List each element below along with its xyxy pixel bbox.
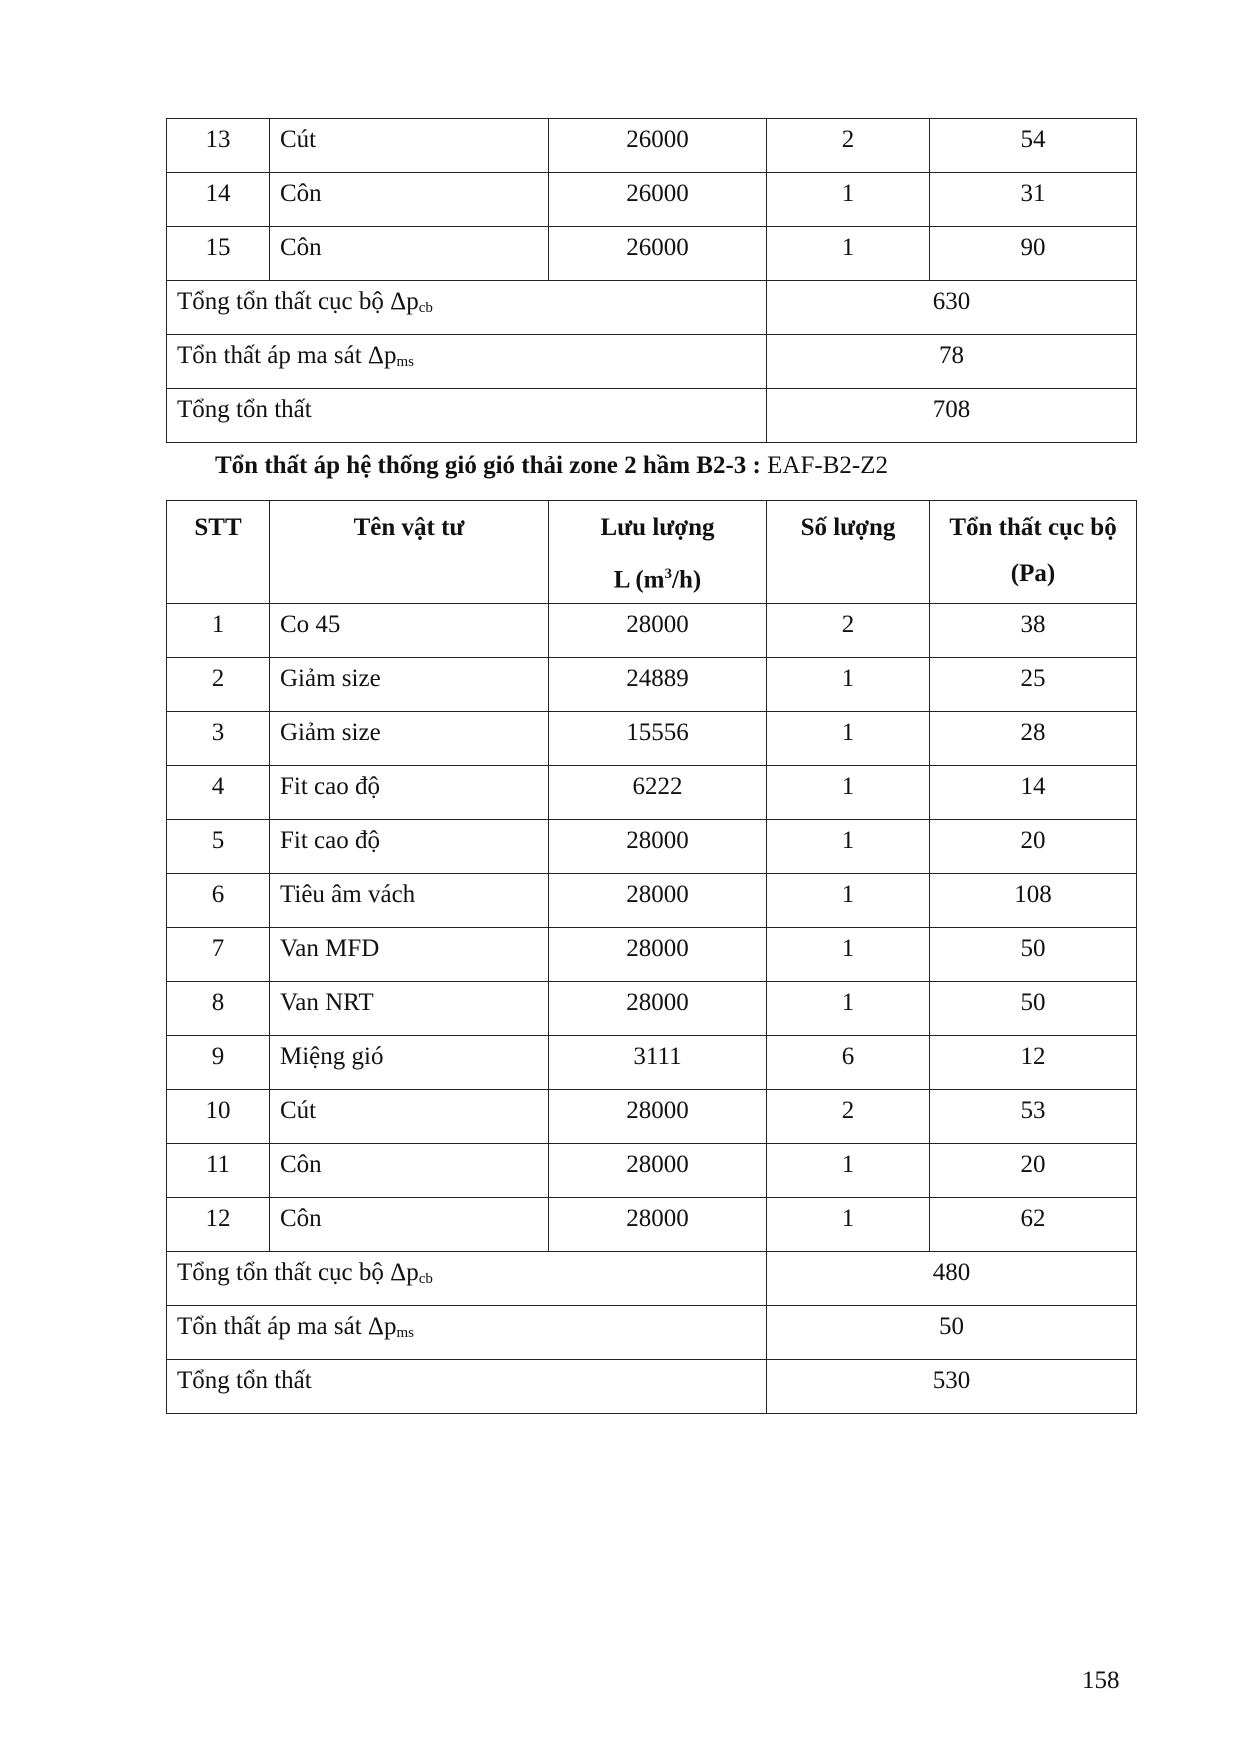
table-row [167, 766, 1137, 820]
loss-table-continued [166, 118, 1137, 443]
flow-cell: 28000 [549, 604, 767, 658]
item-name-cell: Côn [270, 1198, 549, 1252]
table-row [167, 1144, 1137, 1198]
loss-cell: 50 [930, 982, 1137, 1036]
loss-cell: 20 [930, 820, 1137, 874]
table-header-row [167, 501, 1137, 604]
item-name-cell: Van NRT [270, 982, 549, 1036]
stt-cell: 3 [167, 712, 270, 766]
table-row [167, 874, 1137, 928]
summary-value: 78 [767, 335, 1137, 389]
summary-label: Tổn thất áp ma sát $\Delta p_{ms}$ [167, 1306, 767, 1360]
flow-cell: 28000 [549, 820, 767, 874]
quantity-cell: 1 [767, 712, 930, 766]
flow-cell: 28000 [549, 1198, 767, 1252]
flow-cell: 26000 [549, 227, 767, 281]
item-name-cell: Miệng gió [270, 1036, 549, 1090]
loss-cell: 38 [930, 604, 1137, 658]
loss-cell: 31 [930, 173, 1137, 227]
summary-row-total-loss [167, 1360, 1137, 1414]
loss-cell: 53 [930, 1090, 1137, 1144]
flow-cell: 28000 [549, 982, 767, 1036]
header-quantity: Số lượng [767, 501, 930, 604]
summary-row-friction-loss [167, 335, 1137, 389]
item-name-cell: Côn [270, 173, 549, 227]
loss-cell: 20 [930, 1144, 1137, 1198]
summary-label: Tổng tổn thất cục bộ $\Delta p_{cb}$ [167, 1252, 767, 1306]
table-row [167, 1198, 1137, 1252]
quantity-cell: 1 [767, 658, 930, 712]
item-name-cell: Giảm size [270, 712, 549, 766]
summary-value: 530 [767, 1360, 1137, 1414]
flow-cell: 24889 [549, 658, 767, 712]
stt-cell: 12 [167, 1198, 270, 1252]
summary-label: Tổng tổn thất [167, 389, 767, 443]
summary-label: Tổng tổn thất cục bộ $\Delta p_{cb}$ [167, 281, 767, 335]
stt-cell: 8 [167, 982, 270, 1036]
summary-row-local-loss [167, 1252, 1137, 1306]
stt-cell: 11 [167, 1144, 270, 1198]
header-flow: Lưu lượng L $(m^3/h)$ [549, 501, 767, 604]
summary-row-friction-loss [167, 1306, 1137, 1360]
loss-cell: 62 [930, 1198, 1137, 1252]
flow-cell: 26000 [549, 119, 767, 173]
quantity-cell: 1 [767, 928, 930, 982]
item-name-cell: Cút [270, 1090, 549, 1144]
flow-cell: 6222 [549, 766, 767, 820]
header-item-name: Tên vật tư [270, 501, 549, 604]
table-row [167, 173, 1137, 227]
section-caption [215, 452, 888, 480]
stt-cell: 1 [167, 604, 270, 658]
flow-cell: 28000 [549, 928, 767, 982]
quantity-cell: 2 [767, 119, 930, 173]
table-row [167, 712, 1137, 766]
summary-label: Tổn thất áp ma sát $\Delta p_{ms}$ [167, 335, 767, 389]
flow-cell: 28000 [549, 1090, 767, 1144]
item-name-cell: Giảm size [270, 658, 549, 712]
flow-cell: 3111 [549, 1036, 767, 1090]
table-row [167, 1036, 1137, 1090]
quantity-cell: 1 [767, 874, 930, 928]
table-row [167, 604, 1137, 658]
stt-cell: 9 [167, 1036, 270, 1090]
header-stt: STT [167, 501, 270, 604]
loss-table-eaf-b2-z2 [166, 500, 1137, 1414]
item-name-cell: Van MFD [270, 928, 549, 982]
quantity-cell: 1 [767, 227, 930, 281]
stt-cell: 2 [167, 658, 270, 712]
stt-cell: 7 [167, 928, 270, 982]
item-name-cell: Co 45 [270, 604, 549, 658]
summary-value: 50 [767, 1306, 1137, 1360]
loss-cell: 90 [930, 227, 1137, 281]
item-name-cell: Fit cao độ [270, 766, 549, 820]
item-name-cell: Côn [270, 1144, 549, 1198]
quantity-cell: 2 [767, 1090, 930, 1144]
table-row [167, 658, 1137, 712]
summary-value: 630 [767, 281, 1137, 335]
stt-cell: 10 [167, 1090, 270, 1144]
stt-cell: 5 [167, 820, 270, 874]
summary-value: 708 [767, 389, 1137, 443]
stt-cell: 4 [167, 766, 270, 820]
quantity-cell: 1 [767, 1144, 930, 1198]
loss-cell: 14 [930, 766, 1137, 820]
item-name-cell: Côn [270, 227, 549, 281]
quantity-cell: 6 [767, 1036, 930, 1090]
item-name-cell: Tiêu âm vách [270, 874, 549, 928]
stt-cell: 6 [167, 874, 270, 928]
summary-row-total-loss [167, 389, 1137, 443]
quantity-cell: 1 [767, 982, 930, 1036]
loss-cell: 108 [930, 874, 1137, 928]
item-name-cell: Cút [270, 119, 549, 173]
caption-bold: Tổn thất áp hệ thống gió gió thải zone 2 hầm B2-3 : [215, 452, 761, 479]
loss-cell: 25 [930, 658, 1137, 712]
stt-cell: 14 [167, 173, 270, 227]
stt-cell: 15 [167, 227, 270, 281]
item-name-cell: Fit cao độ [270, 820, 549, 874]
loss-cell: 50 [930, 928, 1137, 982]
loss-cell: 28 [930, 712, 1137, 766]
summary-label: Tổng tổn thất [167, 1360, 767, 1414]
table-row [167, 227, 1137, 281]
caption-code: EAF-B2-Z2 [760, 452, 888, 479]
flow-cell: 28000 [549, 874, 767, 928]
quantity-cell: 1 [767, 766, 930, 820]
table-row [167, 928, 1137, 982]
table-row [167, 1090, 1137, 1144]
flow-cell: 28000 [549, 1144, 767, 1198]
header-local-loss: Tổn thất cục bộ (Pa) [930, 501, 1137, 604]
loss-cell: 54 [930, 119, 1137, 173]
quantity-cell: 1 [767, 820, 930, 874]
page-number: 158 [1082, 1667, 1120, 1694]
flow-cell: 15556 [549, 712, 767, 766]
quantity-cell: 1 [767, 173, 930, 227]
table-row [167, 119, 1137, 173]
summary-row-local-loss [167, 281, 1137, 335]
table-row [167, 820, 1137, 874]
flow-cell: 26000 [549, 173, 767, 227]
summary-value: 480 [767, 1252, 1137, 1306]
stt-cell: 13 [167, 119, 270, 173]
loss-cell: 12 [930, 1036, 1137, 1090]
quantity-cell: 2 [767, 604, 930, 658]
quantity-cell: 1 [767, 1198, 930, 1252]
table-row [167, 982, 1137, 1036]
